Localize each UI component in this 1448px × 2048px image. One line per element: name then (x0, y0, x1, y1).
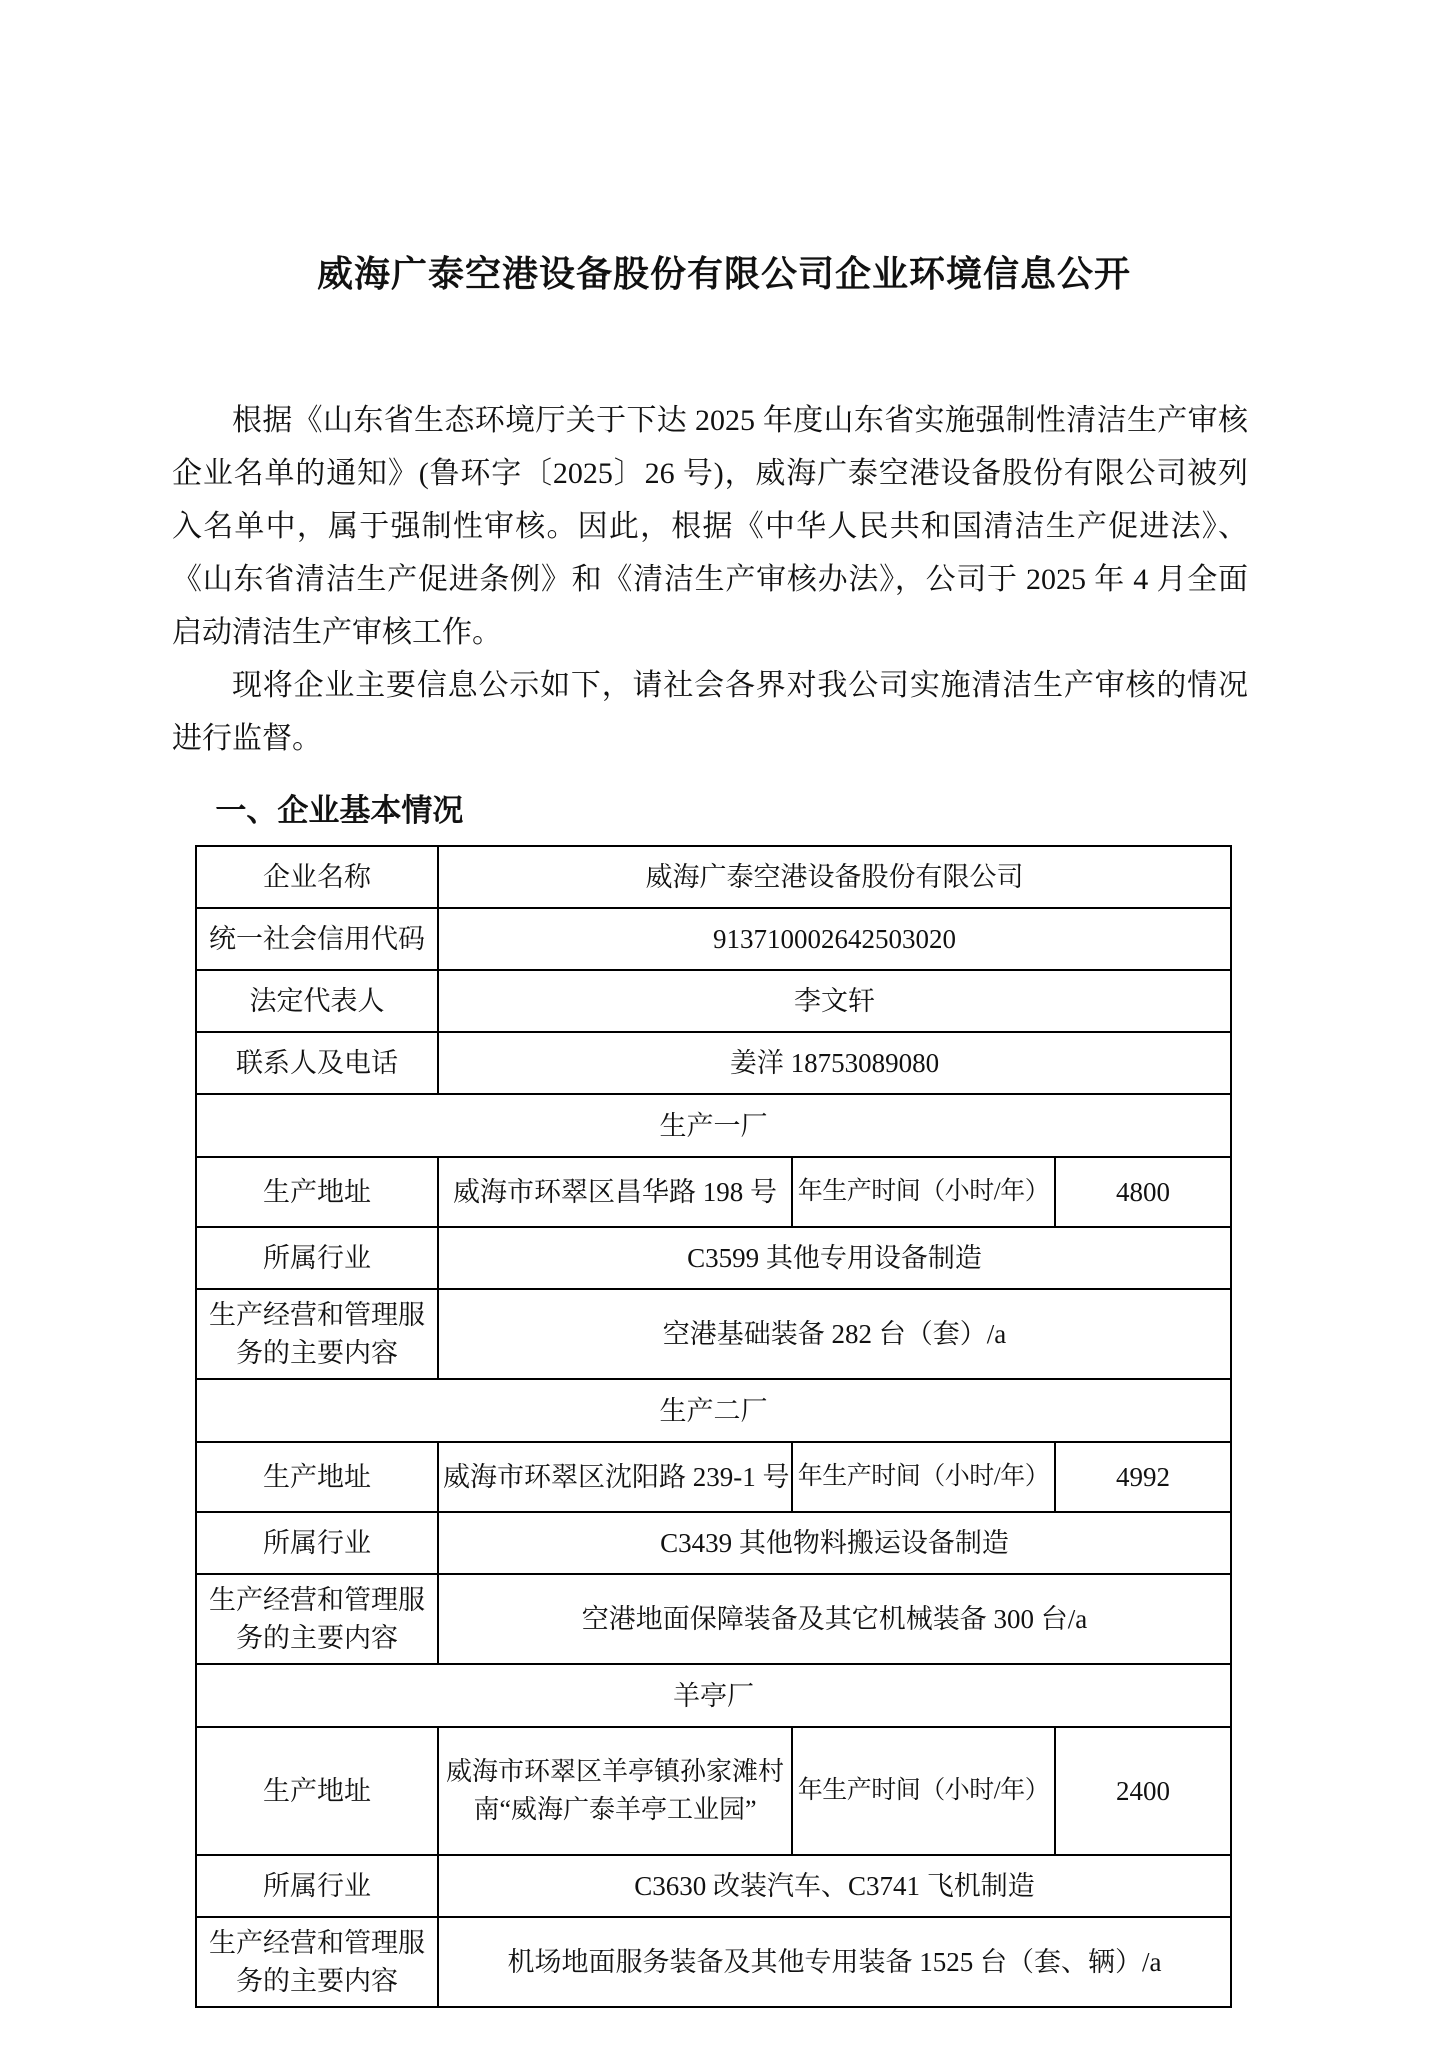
field-label: 所属行业 (196, 1227, 438, 1289)
field-value: 空港基础装备 282 台（套）/a (438, 1289, 1231, 1379)
field-value: C3630 改装汽车、C3741 飞机制造 (438, 1855, 1231, 1917)
table-row (196, 1157, 1231, 1227)
factory-band: 羊亭厂 (196, 1664, 1231, 1727)
field-label: 生产地址 (196, 1727, 438, 1855)
field-label: 年生产时间（小时/年） (792, 1442, 1055, 1512)
table-row (196, 846, 1231, 908)
field-label: 年生产时间（小时/年） (792, 1727, 1055, 1855)
section-heading: 一、企业基本情况 (215, 793, 464, 828)
factory-band: 生产二厂 (196, 1379, 1231, 1442)
field-label: 所属行业 (196, 1512, 438, 1574)
document-title: 威海广泰空港设备股份有限公司企业环境信息公开 (316, 254, 1131, 294)
field-value: 威海市环翠区沈阳路 239-1 号 (438, 1442, 792, 1512)
field-value: 2400 (1055, 1727, 1231, 1855)
field-label: 生产地址 (196, 1442, 438, 1512)
field-value: C3439 其他物料搬运设备制造 (438, 1512, 1231, 1574)
field-value: 李文轩 (438, 970, 1231, 1032)
field-value: 4800 (1055, 1157, 1231, 1227)
table-row (196, 1855, 1231, 1917)
table-row (196, 1512, 1231, 1574)
factory-section-row (196, 1664, 1231, 1727)
company-info-table (195, 845, 1232, 2008)
field-label: 年生产时间（小时/年） (792, 1157, 1055, 1227)
factory-band: 生产一厂 (196, 1094, 1231, 1157)
field-value: 威海广泰空港设备股份有限公司 (438, 846, 1231, 908)
table-row (196, 1917, 1231, 2007)
table-row (196, 1289, 1231, 1379)
table-row (196, 1227, 1231, 1289)
field-label: 生产经营和管理服务的主要内容 (196, 1917, 438, 2007)
table-row (196, 970, 1231, 1032)
table-row (196, 1032, 1231, 1094)
factory-section-row (196, 1379, 1231, 1442)
document-body (172, 394, 1248, 765)
paragraph: 现将企业主要信息公示如下，请社会各界对我公司实施清洁生产审核的情况进行监督。 (172, 669, 1248, 755)
factory-section-row (196, 1094, 1231, 1157)
field-value: 威海市环翠区昌华路 198 号 (438, 1157, 792, 1227)
field-label: 生产地址 (196, 1157, 438, 1227)
table-row (196, 908, 1231, 970)
field-label: 所属行业 (196, 1855, 438, 1917)
field-label: 企业名称 (196, 846, 438, 908)
field-label: 联系人及电话 (196, 1032, 438, 1094)
field-value: 空港地面保障装备及其它机械装备 300 台/a (438, 1574, 1231, 1664)
field-label: 生产经营和管理服务的主要内容 (196, 1574, 438, 1664)
field-label: 法定代表人 (196, 970, 438, 1032)
table-row (196, 1442, 1231, 1512)
field-value: 威海市环翠区羊亭镇孙家滩村南“威海广泰羊亭工业园” (438, 1727, 792, 1855)
table-row (196, 1727, 1231, 1855)
field-value: C3599 其他专用设备制造 (438, 1227, 1231, 1289)
field-label: 生产经营和管理服务的主要内容 (196, 1289, 438, 1379)
field-value: 4992 (1055, 1442, 1231, 1512)
table-row (196, 1574, 1231, 1664)
field-value: 姜洋 18753089080 (438, 1032, 1231, 1094)
field-value: 913710002642503020 (438, 908, 1231, 970)
field-value: 机场地面服务装备及其他专用装备 1525 台（套、辆）/a (438, 1917, 1231, 2007)
field-label: 统一社会信用代码 (196, 908, 438, 970)
paragraph: 根据《山东省生态环境厅关于下达 2025 年度山东省实施强制性清洁生产审核企业名单的通知》(鲁环字〔2025〕26 号)，威海广泰空港设备股份有限公司被列入名单中，属于强制性审核。因此，根据《中华人民共和国清洁生产促进法》、《山东省清洁生产促进条例》和《清洁生产审核办法》，公司于 2025 年 4 月全面启动清洁生产审核工作。 (172, 404, 1248, 649)
